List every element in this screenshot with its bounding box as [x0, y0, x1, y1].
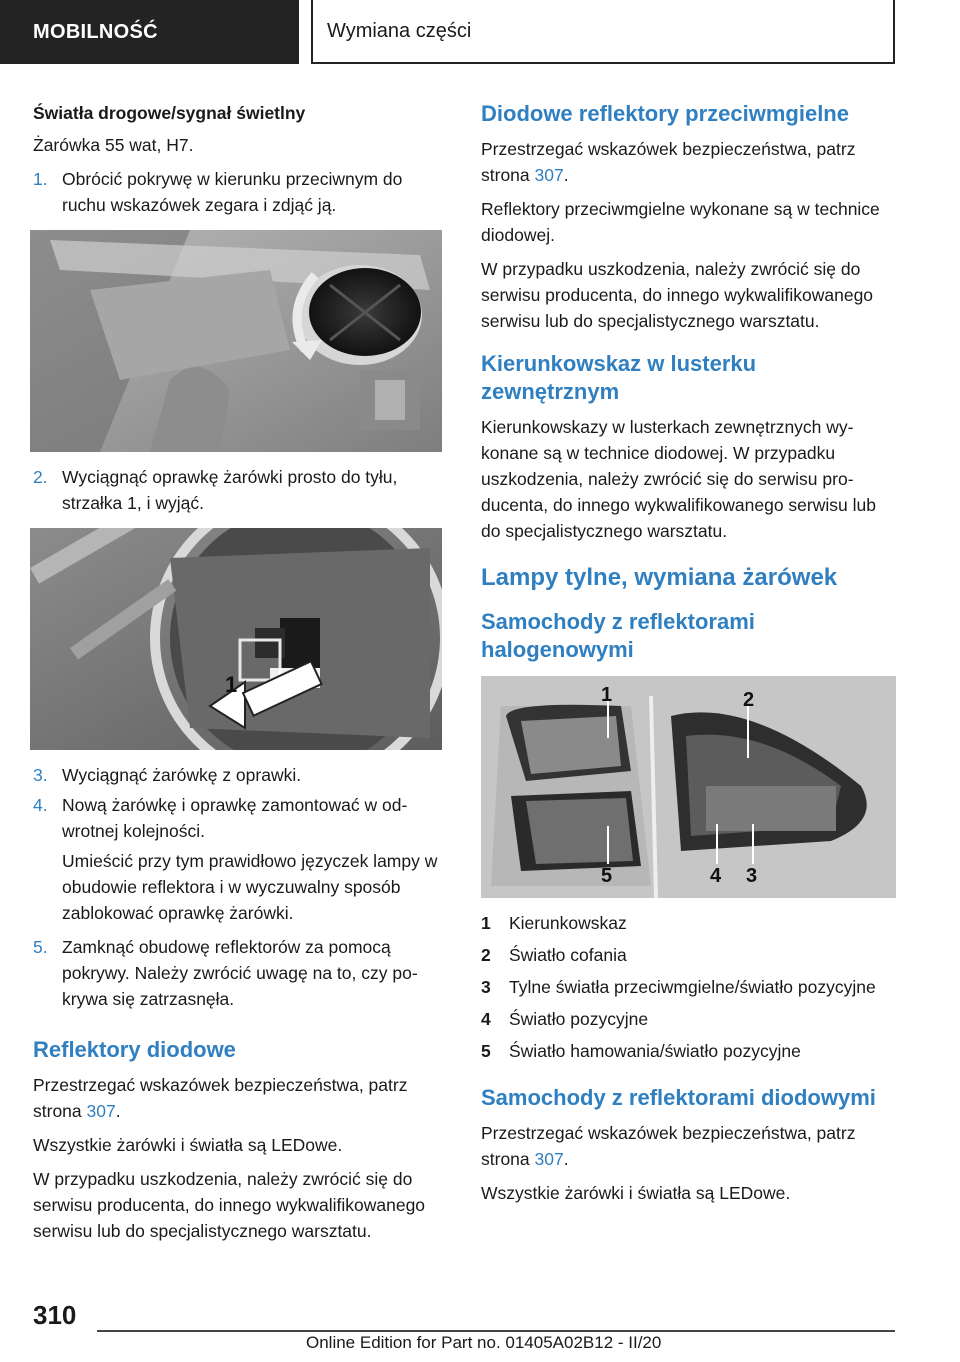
step-4-note: Umieścić przy tym prawidłowo języczek lampy w obudowie reflektora i w wyczuwalny sposób zablokować oprawkę żarówki. [62, 851, 438, 923]
fog-damage-note: W przypadku uszkodzenia, należy zwrócić się do serwisu producenta, do innego wykwalifikowanego serwisu lub do specjalistycznego warsztatu. [481, 259, 874, 331]
mirror-text: Kierunkowskazy w lusterkach zewnętrznych wykonane są w technice diodowej. W przypadku uszkodzenia, należy zwrócić się do serwisu producenta, do innego wykwalifikowanego serwisu lub do specjalistycznego warsztatu. [481, 417, 876, 541]
step-text: Wyciągnąć żarówkę z oprawki. [62, 765, 302, 785]
headlight-cover-illustration [30, 230, 442, 452]
callout-2: 2 [743, 689, 755, 711]
page-link-307[interactable]: 307 [534, 1149, 564, 1169]
page-number: 310 [33, 1300, 77, 1330]
led-all-note: Wszystkie żarówki i światła są LEDowe. [33, 1135, 343, 1155]
legend-text: Światło pozycyjne [509, 1009, 649, 1029]
legend-text: Kierunkowskaz [509, 913, 627, 933]
step-number: 5. [33, 937, 48, 957]
diode-heading: Samochody z reflektorami diodowymi [481, 1085, 876, 1110]
step-number: 2. [33, 467, 48, 487]
section-tab[interactable]: MOBILNOŚĆ [0, 0, 299, 64]
safety-suffix: . [563, 1149, 569, 1169]
tail-light-illustration [481, 676, 896, 898]
legend-text: Światło hamowania/światło pozycyjne [509, 1041, 801, 1061]
step-2 [33, 464, 445, 516]
legend-number: 1 [481, 913, 491, 933]
page-link-307[interactable]: 307 [86, 1101, 116, 1121]
fog-safety-note [481, 136, 896, 188]
diode-all-note: Wszystkie żarówki i światła są LEDowe. [481, 1183, 791, 1203]
bulb-spec: Żarówka 55 wat, H7. [33, 135, 194, 155]
high-beam-heading: Światła drogowe/sygnał świetlny [33, 103, 306, 123]
step-text: Wyciągnąć oprawkę żarówki prosto do tyłu, strzałka 1, i wyjąć. [62, 467, 398, 513]
safety-suffix: . [563, 165, 569, 185]
safety-suffix: . [115, 1101, 121, 1121]
legend-text: Światło cofania [509, 945, 627, 965]
arrow-label: 1 [225, 672, 238, 697]
legend-number: 2 [481, 945, 491, 965]
step-1 [33, 166, 445, 218]
step-text: Zamknąć obudowę reflektorów za pomocą pokrywy. Należy zwrócić uwagę na to, czy pokrywa się zatrzasnęła. [62, 937, 418, 1009]
callout-1: 1 [601, 684, 613, 706]
bulb-holder-illustration [30, 528, 442, 750]
legend-number: 5 [481, 1041, 491, 1061]
step-text: Nową żarówkę i oprawkę zamontować w odwrotnej kolejności. [62, 795, 408, 841]
safety-text: Przestrzegać wskazówek bezpieczeństwa, patrz strona [481, 139, 856, 185]
safety-text: Przestrzegać wskazówek bezpieczeństwa, patrz strona [33, 1075, 408, 1121]
step-5 [33, 934, 445, 1012]
step-text: Obrócić pokrywę w kierunku przeciwnym do ruchu wskazówek zegara i zdjąć ją. [62, 169, 403, 215]
legend-item [481, 942, 896, 968]
led-damage-note: W przypadku uszkodzenia, należy zwrócić się do serwisu producenta, do innego wykwalifikowanego serwisu lub do specjalistycznego warsztatu. [33, 1169, 426, 1241]
tail-light-photo [481, 676, 896, 898]
legend-number: 4 [481, 1009, 491, 1029]
headlight-cover-photo [30, 230, 442, 452]
mirror-indicator-heading: Kierunkowskaz w lusterku zewnętrznym [481, 351, 757, 404]
left-column [33, 100, 445, 1252]
led-headlights-heading: Reflektory diodowe [33, 1037, 236, 1062]
step-3 [33, 762, 445, 788]
footer-edition: Online Edition for Part no. 01405A02B12 - II/20 [306, 1333, 662, 1352]
legend-item [481, 974, 896, 1000]
step-number: 1. [33, 169, 48, 189]
fog-lights-heading: Diodowe reflektory przeciwmgielne [481, 101, 849, 126]
page-link-307[interactable]: 307 [534, 165, 564, 185]
legend-item [481, 1038, 896, 1064]
legend-item [481, 1006, 896, 1032]
step-number: 4. [33, 795, 48, 815]
bulb-holder-photo [30, 528, 442, 750]
callout-5: 5 [601, 865, 613, 887]
diode-safety-note [481, 1120, 896, 1172]
legend-number: 3 [481, 977, 491, 997]
fog-tech-note: Reflektory przeciwmgielne wykonane są w technice diodowej. [481, 199, 880, 245]
halogen-heading: Samochody z reflektorami halogenowymi [481, 609, 755, 662]
led-safety-note [33, 1072, 445, 1124]
step-number: 3. [33, 765, 48, 785]
chapter-title: Wymiana części [311, 0, 895, 64]
legend-item [481, 910, 896, 936]
rear-lamps-heading: Lampy tylne, wymiana żarówek [481, 564, 838, 591]
footer-divider [97, 1330, 895, 1332]
legend-text: Tylne światła przeciwmgielne/światło pozycyjne [509, 977, 876, 997]
callout-4: 4 [710, 865, 722, 887]
step-4 [33, 792, 445, 844]
right-column [481, 100, 896, 1214]
safety-text: Przestrzegać wskazówek bezpieczeństwa, patrz strona [481, 1123, 856, 1169]
callout-3: 3 [746, 865, 758, 887]
